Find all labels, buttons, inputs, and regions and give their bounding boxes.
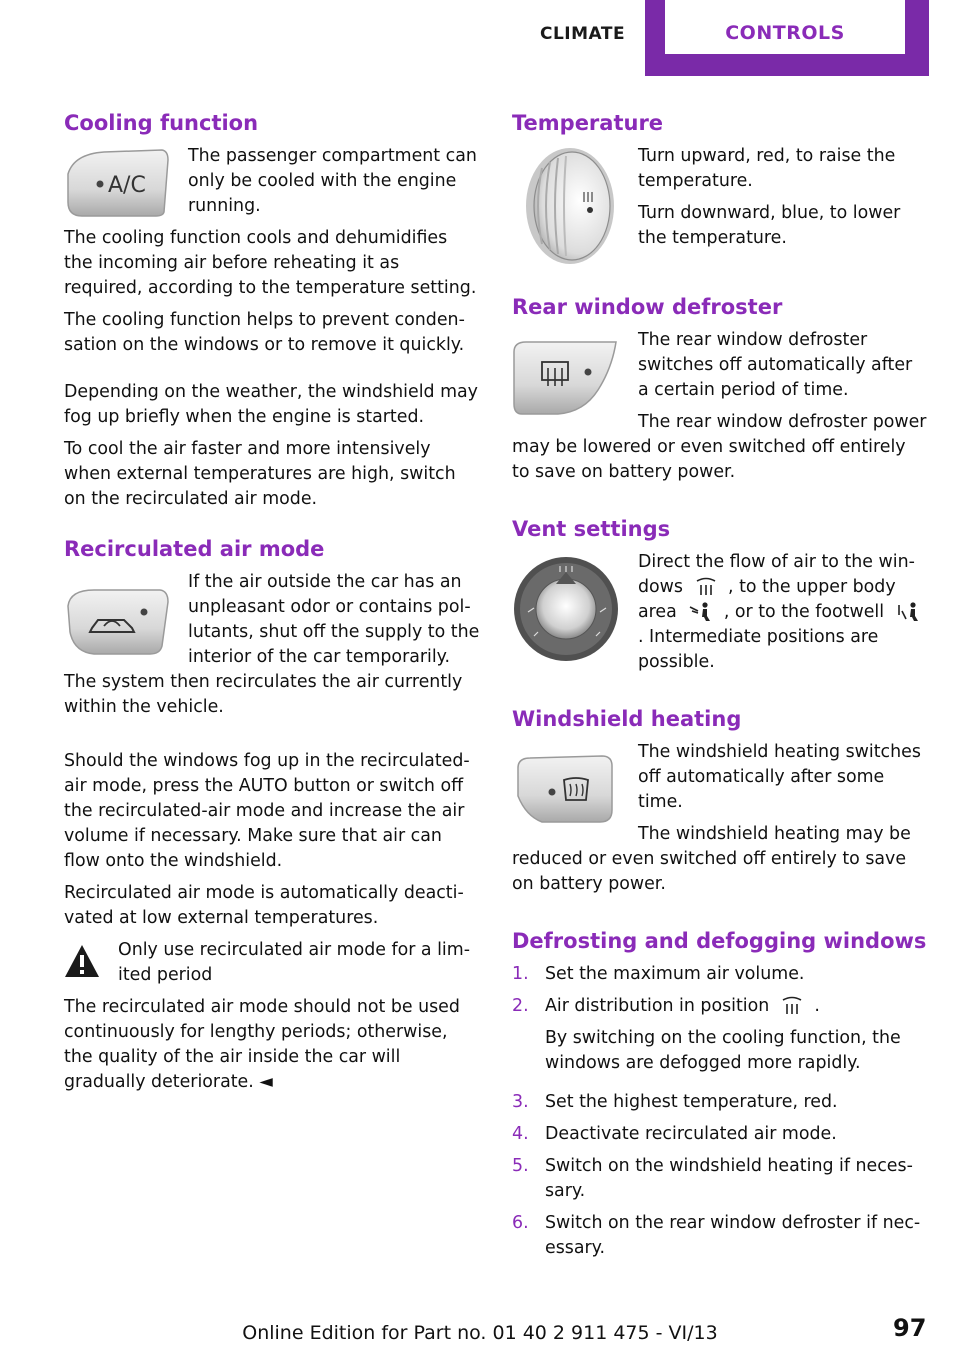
step-text: Switch on the windshield heating if necessary. (545, 1156, 913, 1201)
cooling-p3: The cooling function helps to prevent condensation on the windows or to remove it quickly. (64, 310, 465, 355)
chapter-tab-label[interactable]: CONTROLS (725, 22, 845, 44)
defog-steps (512, 962, 928, 1261)
ac-button-text: A/C (108, 173, 146, 198)
temperature-heading: Temperature (512, 111, 664, 135)
step-number: 1. (512, 964, 529, 984)
recirc-p3: Recirculated air mode is automatically deactivated at low external temperatures. (64, 883, 464, 928)
windshield-airflow-icon (781, 996, 803, 1016)
footwell-airflow-icon (896, 601, 920, 623)
step-text: Air distribution in position (545, 996, 770, 1016)
cooling-heading: Cooling function (64, 111, 259, 135)
recirc-p1: If the air outside the car has an unpleasant odor or contains pollutants, shut off the supply to the interior of the car temporarily. The system then recirculates the air currently within the vehicle. (64, 572, 480, 717)
recirc-heading: Recirculated air mode (64, 537, 325, 561)
step-text-block (545, 994, 928, 1083)
section-label: CLIMATE (540, 24, 626, 44)
step-text-end: . (814, 996, 820, 1016)
cooling-p4: Depending on the weather, the windshield may fog up briefly when the engine is started. (64, 382, 478, 427)
vent-dial-icon (512, 554, 620, 664)
recirc-p2: Should the windows fog up in the recirculated-air mode, press the AUTO button or switch off the recirculated-air mode and increase the air volume if necessary. Make sure that air can flow onto the windshield. (64, 751, 470, 871)
list-item (512, 994, 928, 1083)
step-text: Deactivate recirculated air mode. (545, 1124, 837, 1144)
warning-body (64, 995, 480, 1095)
cooling-p1: The passenger compartment can only be cooled with the engine running. (188, 146, 477, 216)
rear-defroster-icon (512, 338, 620, 418)
windshield-p2: The windshield heating may be reduced or even switched off entirely to save on battery power. (512, 824, 911, 894)
step-text: Switch on the rear window defroster if necessary. (545, 1213, 921, 1258)
warning-block (64, 938, 480, 995)
defog-heading: Defrosting and defogging windows (512, 929, 927, 953)
vent-heading: Vent settings (512, 517, 671, 541)
warning-body-text: The recirculated air mode should not be used continuously for lengthy periods; otherwise, the quality of the air inside the car will gradually deteriorate. (64, 997, 460, 1092)
vent-text-1: Direct the flow of air to the windows (638, 552, 915, 597)
page-number: 97 (893, 1314, 927, 1342)
rear-defroster-heading: Rear window defroster (512, 295, 783, 319)
step-number: 6. (512, 1213, 529, 1233)
vent-dial-figure (512, 554, 620, 668)
windshield-p1: The windshield heating switches off automatically after some time. (638, 742, 921, 812)
upper-body-airflow-icon (688, 601, 712, 623)
warning-icon (64, 944, 100, 978)
rear-defroster-button-figure (512, 338, 620, 422)
end-mark: ◄ (259, 1072, 273, 1092)
cooling-p5: To cool the air faster and more intensively when external temperatures are high, switch on the recirculated air mode. (64, 439, 456, 509)
temperature-knob-icon (512, 146, 620, 266)
windshield-button-figure (512, 750, 620, 834)
windshield-heading: Windshield heating (512, 707, 742, 731)
vent-text-3: , or to the footwell (723, 602, 885, 622)
rear-defroster-p1: The rear window defroster switches off automatically after a certain period of time. (638, 330, 913, 400)
step-text: Set the highest temperature, red. (545, 1092, 838, 1112)
temperature-knob-figure (512, 146, 620, 270)
temperature-p1: Turn upward, red, to raise the temperature. (638, 146, 896, 191)
left-column (64, 108, 480, 1102)
temperature-p2: Turn downward, blue, to lower the temperature. (638, 203, 901, 248)
cooling-p2: The cooling function cools and dehumidifies the incoming air before reheating it as required, according to the temperature setting. (64, 228, 477, 298)
step-number: 3. (512, 1092, 529, 1112)
list-item (512, 962, 928, 987)
step-note: By switching on the cooling function, the windows are defogged more rapidly. (545, 1028, 901, 1073)
step-number: 2. (512, 996, 529, 1016)
list-item (512, 1090, 928, 1115)
ac-button-icon (64, 146, 170, 218)
recirc-button-icon (64, 584, 170, 656)
recirc-button-figure (64, 584, 170, 660)
windshield-heating-icon (512, 750, 620, 830)
ac-button-figure (64, 146, 170, 222)
step-text: Set the maximum air volume. (545, 964, 805, 984)
right-column (512, 108, 928, 1268)
windshield-airflow-icon (695, 577, 717, 597)
step-number: 4. (512, 1124, 529, 1144)
list-item (512, 1154, 928, 1204)
vent-text-4: . Intermediate positions are possible. (638, 627, 879, 672)
step-number: 5. (512, 1156, 529, 1176)
vent-text-2: , to the upper body area (638, 577, 896, 622)
list-item (512, 1122, 928, 1147)
warning-title: Only use recirculated air mode for a limited period (118, 940, 470, 985)
list-item (512, 1211, 928, 1261)
footer-edition: Online Edition for Part no. 01 40 2 911 475 - VI/13 (242, 1322, 718, 1344)
rear-defroster-p2: The rear window defroster power may be lowered or even switched off entirely to save on battery power. (512, 412, 927, 482)
